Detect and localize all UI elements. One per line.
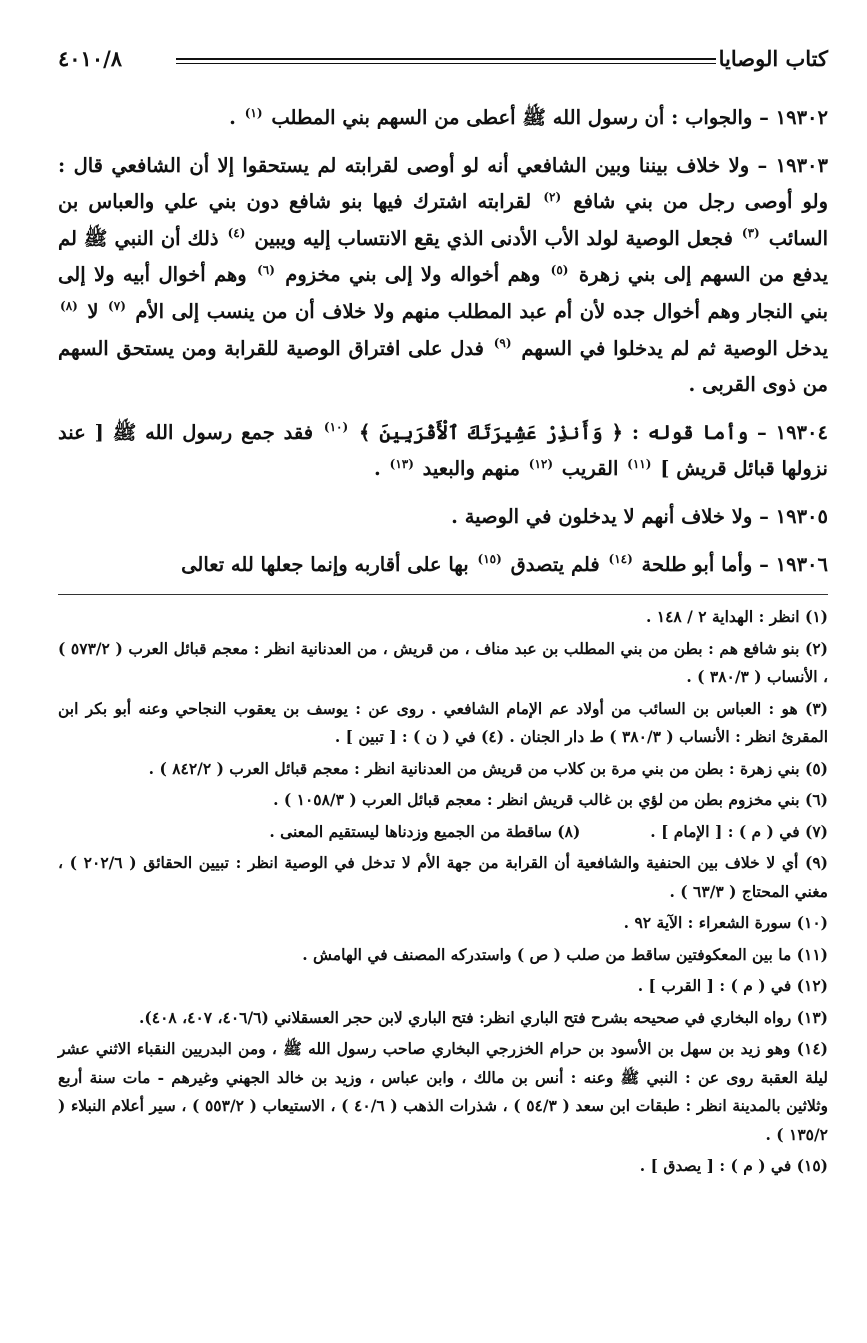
footnote-ref: (٩): [493, 336, 512, 351]
paragraph-text: .: [229, 106, 243, 129]
paragraph-text: وهم أخوال أبيه ولا إلى بني النجار وهم أخوال جده لأن أم عبد المطلب منهم ولا خلاف أن من ينسب إلى الأم: [58, 263, 828, 323]
paragraph-text: – والجواب : أن رسول الله ﷺ أعطى من السهم بني المطلب: [264, 106, 776, 129]
footnote-ref: (١٤): [608, 552, 633, 567]
footnote-ref: (١٢): [528, 456, 554, 471]
paragraph-text: فدل على افتراق الوصية للقرابة ومن يستحق السهم من ذوى القربى .: [58, 336, 828, 397]
footnote: (٩) أي لا خلاف بين الحنفية والشافعية أن القرابة من جهة الأم لا تدخل في الوصية انظر : تبيين الحقائق ( ٢٠٢/٦ ) ، مغني المحتاج ( ٦٣/٣ ) .: [58, 853, 828, 901]
footnotes-separator: [58, 594, 828, 595]
footnote: (١٥) في ( م ) : [ يصدق ] .: [639, 1156, 828, 1176]
paragraph-text: – ولا خلاف بيننا وبين الشافعي أنه لو أوصى لقرابته لم يستحقوا إلا أن الشافعي قال : ولو أوصى رجل من بني شافع: [58, 153, 828, 214]
paragraph: [58, 100, 828, 137]
paragraph: [58, 499, 828, 536]
paragraph-text: – وأما أبو طلحة: [634, 552, 776, 576]
paragraph-number: ١٩٣٠٦: [775, 552, 828, 576]
footnote-ref: (٣): [741, 226, 760, 241]
footnote-ref: (١٠): [323, 420, 349, 435]
footnote-ref: (١١): [627, 456, 652, 471]
paragraph-text: بها على أقاربه وإنما جعلها لله تعالى: [181, 552, 476, 576]
paragraph-text: – ولا خلاف أنهم لا يدخلون في الوصية .: [451, 504, 776, 528]
footnote-ref: (٨): [60, 299, 78, 314]
header-rule: [176, 58, 716, 60]
footnote: (٣) هو : العباس بن السائب من أولاد عم الإمام الشافعي . روى عن : يوسف بن يعقوب النجاحي وعنه أبو بكر ابن المقرئ انظر : الأنساب ( ٣٨٠/٣ ) ط دار الجنان . (٤) في ( ن ) : [ تبين ] .: [58, 698, 828, 747]
footnote: (١) انظر : الهداية ٢ / ١٤٨ .: [645, 607, 828, 627]
page-header: [58, 38, 828, 80]
footnote: (٢) بنو شافع هم : بطن من بني المطلب بن عبد مناف ، من قريش ، من العدنانية انظر : معجم قبائل العرب ( ٥٧٣/٢ ) ، الأنساب ( ٣٨٠/٣ ) .: [58, 638, 829, 687]
paragraph-number: ١٩٣٠٥: [775, 504, 828, 528]
footnote-ref: (٦): [257, 262, 275, 277]
paragraph: [58, 148, 828, 404]
paragraph-text: منهم والبعيد: [415, 457, 527, 481]
paragraph-text: القريب: [555, 457, 626, 481]
paragraph-text: وهم أخواله ولا إلى بني مخزوم: [276, 263, 549, 287]
paragraph-text: يدخل الوصية ثم لم يدخلوا في السهم: [513, 336, 828, 360]
footnotes: [58, 603, 828, 1181]
footnote-ref: (١٣): [389, 456, 414, 471]
paragraph-text: فجعل الوصية لولد الأب الأدنى الذي يقع الانتساب إليه ويبين: [247, 226, 740, 250]
footnote-row: [58, 818, 828, 847]
footnote: (٧) في ( م ) : [ الإمام ] .: [650, 821, 828, 841]
page-number: ٤٠١٠/٨: [58, 46, 123, 71]
footnote-ref: (٥): [550, 262, 569, 277]
paragraph-text: فقد جمع رسول الله ﷺ [ عند نزولها قبائل قريش ]: [58, 420, 828, 481]
paragraph-text: فلم يتصدق: [503, 552, 607, 576]
main-text: [58, 100, 828, 583]
paragraph-text: .: [374, 457, 388, 481]
paragraph: [58, 547, 828, 584]
footnote-ref: (١): [244, 105, 263, 120]
book-page: [58, 38, 828, 1328]
book-title: كتاب الوصايا: [718, 46, 828, 71]
paragraph-text: لقرابته اشترك فيها بنو شافع دون بني علي والعباس بن السائب: [58, 190, 828, 250]
paragraph-text: لا: [79, 299, 107, 323]
footnote-ref: (٤): [227, 226, 246, 241]
paragraph-number: ١٩٣٠٢: [775, 106, 828, 129]
footnote: (٦) بني مخزوم بطن من لؤي بن غالب قريش انظر : معجم قبائل العرب ( ١٠٥٨/٣ ) .: [273, 790, 828, 810]
paragraph-text: – وأما قوله : ﴿ وَأَنذِرْ عَشِيرَتَكَ ٱلْأَقْرَبِينَ ﴾: [350, 420, 776, 444]
footnote: (١٠) سورة الشعراء : الآية ٩٢ .: [623, 913, 828, 933]
footnote: (٥) بني زهرة : بطن من بني مرة بن كلاب من قريش من العدنانية انظر : معجم قبائل العرب ( ٨٤٢/٢ ) .: [148, 758, 828, 778]
paragraph: [58, 415, 828, 488]
footnote-ref: (٧): [108, 299, 126, 314]
footnote: (٨) ساقطة من الجميع وزدناها ليستقيم المعنى .: [269, 821, 581, 841]
footnote-ref: (٢): [543, 189, 562, 204]
paragraph-number: ١٩٣٠٣: [775, 153, 828, 177]
footnote: (١١) ما بين المعكوفتين ساقط من صلب ( ص ) واستدركه المصنف في الهامش .: [302, 944, 828, 964]
paragraph-number: ١٩٣٠٤: [775, 420, 828, 444]
paragraph-text: ذلك أن النبي ﷺ لم يدفع من السهم إلى بني زهرة: [58, 226, 829, 287]
footnote: (١٤) وهو زيد بن سهل بن الأسود بن حرام الخزرجي البخاري صاحب رسول الله ﷺ ، ومن البدريين النقباء الاثني عشر ليلة العقبة روى عن : النبي ﷺ وعنه : أنس بن مالك ، وابن عباس ، وزيد بن خالد الجهني وغيرهم - مات سنة أربع وثلاثين بالمدينة انظر : طبقات ابن سعد ( ٥٤/٣ ) ، شذرات الذهب ( ٤٠/٦ ) ، الاستيعاب ( ٥٥٣/٢ ) ، سير أعلام النبلاء ( ١٣٥/٢ ) .: [58, 1039, 828, 1144]
footnote-ref: (١٥): [477, 552, 502, 567]
footnote: (١٣) رواه البخاري في صحيحه بشرح فتح الباري انظر: فتح الباري لابن حجر العسقلاني (٤٠٦/٦، ٤٠٧، ٤٠٨).: [139, 1007, 828, 1027]
footnote: (١٢) في ( م ) : [ القرب ] .: [637, 976, 828, 996]
